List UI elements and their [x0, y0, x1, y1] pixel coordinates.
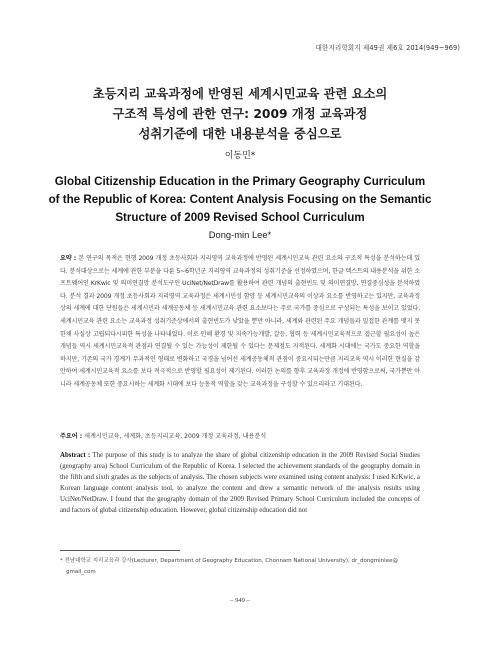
- english-abstract-label: Abstract :: [60, 452, 91, 459]
- page-number: – 949 –: [230, 597, 250, 604]
- footnote-divider: [60, 550, 180, 551]
- english-title-line: Structure of 2009 Revised School Curriculum: [115, 211, 365, 224]
- english-title-line: of the Republic of Korea: Content Analysis Focusing on the Semantic: [48, 193, 432, 206]
- korean-keywords-label: 주요어 :: [60, 433, 83, 440]
- author-footnote: [60, 556, 420, 578]
- footnote-line: * 전남대학교 지리교육과 강사(Lecturer, Department of Geography Education, Chonnam National University), dr_dongminlee@: [60, 558, 398, 564]
- korean-title-line: 성취기준에 대한 내용분석을 중심으로: [138, 127, 342, 141]
- english-abstract: [60, 451, 420, 516]
- korean-abstract-label: 요약 :: [60, 255, 77, 262]
- footnote-line: gmail_com: [66, 569, 96, 575]
- korean-title-line: 초등지리 교육과정에 반영된 세계시민교육 관련 요소의: [92, 87, 388, 101]
- korean-keywords: [60, 431, 420, 440]
- english-abstract-text: The purpose of this study is to analyze the share of global citizenship education in the 2009 Revised Social Studies (geography area) School Curriculum of the Republic of Korea. I selected the achievement standards of the geography domain in the fifth and sixth grades as the subjects of analysis. The chosen subjects were examined using content analysis: I used KrKwic, a Korean language content analysis tool, to analyze the content and drew a semantic network of the analysis results using UciNet/NetDraw. I found that the geography domain of the 2009 Revised Primary School Curriculum included the concepts of and factors of global citizenship education. However, global citizenship education did not: [60, 452, 420, 514]
- korean-author: 이동민*: [224, 151, 256, 161]
- korean-title-line: 구조적 특성에 관한 연구: 2009 개정 교육과정: [112, 107, 368, 121]
- korean-title: [0, 84, 480, 144]
- journal-header: 대한지리학회지 제49권 제6호 2014(949~969): [315, 44, 460, 52]
- korean-abstract-text: 본 연구의 목적은 현행 2009 개정 초등사회과 지리영역 교육과정에 반영된 세계시민교육 관련 요소의 구조적 특성을 분석하는데 있다. 분석대상으로는 세계에 관한 부분을 다룬 5~6학년군 지리영역 교육과정의 성취기준을 선정하였으며, 한글 텍스트의 내용분석을 위한 소프트웨어인 KrKwic 및 의미연결망 분석도구인 UciNet/NetDraw를 활용하여 관련 개념의 출현빈도 및 의미연결망, 연결중심성을 분석하였다. 분석 결과 2009 개정 초등사회과 지리영역 교육과정은 세계시민성 함양 등 세계시민교육의 이상과 요소를 반영하고는 있지만, 교육과정상의 세계에 대한 단원들은 세계시민과 세계공동체 등 세계시민교육 관련 요소보다는 주로 국가를 중심으로 구성되는 특성을 보이고 있었다. 세계시민교육 관련 요소는 교육과정 성취기준상에서의 출현빈도가 낮았을 뿐만 아니라, 세계와 관련된 주요 개념들과 밀접한 관계를 맺지 못한채 사실상 고립되다시피한 특성을 나타내었다. 이로 인해 환경 및 지속가능개발, 갈등, 협력 등 세계시민교육적으로 접근할 필요성이 높은 개념들 역시 세계시민교육적 관점과 연결될 수 있는 가능성이 제한될 수 있다는 문제점도 지적된다. 세계화 시대에는 국가도 중요한 역할을 하지만, 기존의 국가 경계가 무과적인 형태로 변화하고 국경을 넘어선 세계공동체적 관점이 중요시되는만큼 지리교육 역시 이러한 현실을 감안하여 세계시민교육적 요소를 보다 적극적으로 반영할 필요성이 제기된다. 이러한 논의를 향후 교육과정 개정에 반영함으로써, 국가뿐만 아니라 세계공동체 또한 중요시하는 세계화 시대에 보다 능동적 역할을 갖는 교육과정을 구성할 수 있으리라고 기대된다.: [60, 255, 420, 388]
- english-title: [0, 173, 480, 227]
- english-author: Dong-min Lee*: [208, 229, 272, 240]
- english-title-line: Global Citizenship Education in the Primary Geography Curriculum: [54, 175, 426, 188]
- korean-abstract: [60, 253, 420, 392]
- korean-keywords-text: 세계시민교육, 세계화, 초등지리교육, 2009 개정 교육과정, 내용분석: [84, 433, 267, 440]
